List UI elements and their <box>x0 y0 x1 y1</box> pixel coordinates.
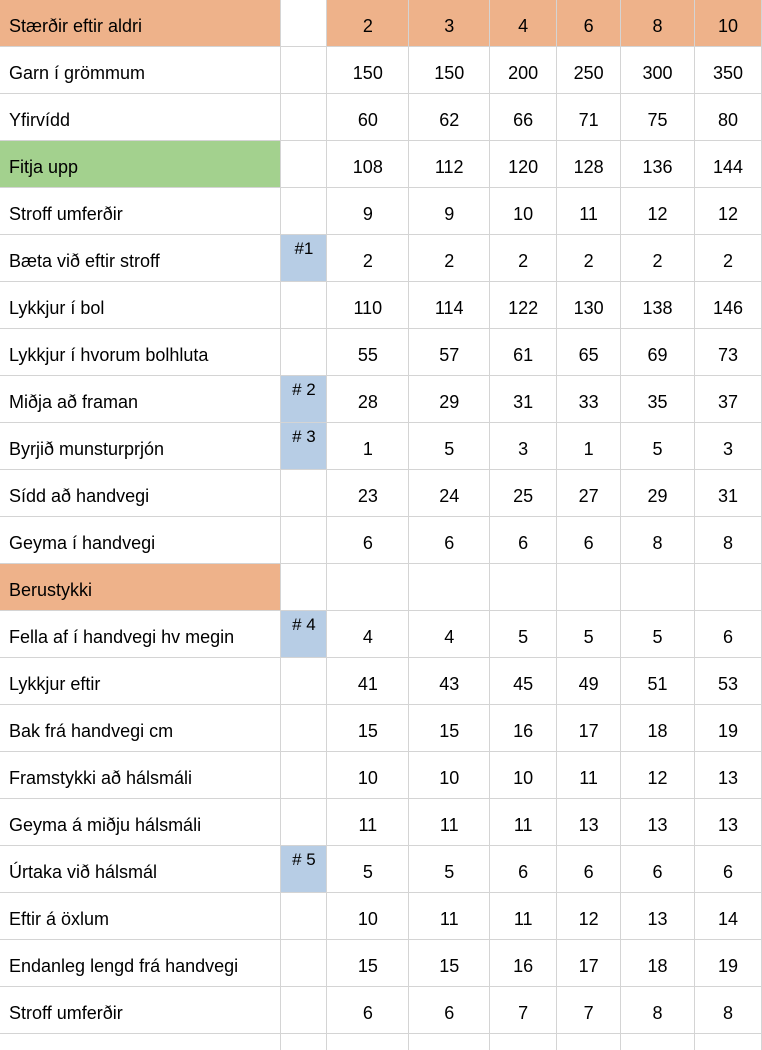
value-cell[interactable]: 13 <box>694 752 761 799</box>
value-cell[interactable]: 27 <box>557 470 621 517</box>
note-cell[interactable] <box>281 47 327 94</box>
table-row <box>0 658 762 705</box>
value-cell[interactable]: 120 <box>490 141 557 188</box>
value-cell[interactable]: 5 <box>490 611 557 658</box>
value-cell[interactable]: 18 <box>621 940 695 987</box>
value-cell[interactable]: 10 <box>327 893 409 940</box>
value-cell[interactable]: 5 <box>621 611 695 658</box>
value-cell[interactable]: 6 <box>694 611 761 658</box>
value-cell[interactable]: 6 <box>327 517 409 564</box>
table-row <box>0 141 762 188</box>
value-cell[interactable]: 300 <box>621 47 695 94</box>
value-cell[interactable]: 11 <box>409 893 490 940</box>
value-cell[interactable]: 15 <box>409 705 490 752</box>
value-cell[interactable]: 5 <box>557 611 621 658</box>
row-label[interactable]: Miðja að framan <box>0 376 281 423</box>
value-cell[interactable]: 130 <box>557 282 621 329</box>
value-cell[interactable]: 37 <box>694 376 761 423</box>
table-row <box>0 282 762 329</box>
value-cell[interactable]: 55 <box>327 329 409 376</box>
value-cell[interactable]: 19 <box>694 705 761 752</box>
size-header[interactable]: 10 <box>694 0 761 47</box>
size-header[interactable]: 2 <box>327 0 409 47</box>
value-cell[interactable]: 60 <box>327 94 409 141</box>
size-header[interactable]: 6 <box>557 0 621 47</box>
value-cell[interactable]: 75 <box>621 94 695 141</box>
value-cell[interactable]: 112 <box>409 141 490 188</box>
value-cell[interactable]: 10 <box>409 752 490 799</box>
value-cell[interactable]: 17 <box>557 705 621 752</box>
row-label[interactable]: Geyma í handvegi <box>0 517 281 564</box>
value-cell[interactable]: 25 <box>490 470 557 517</box>
value-cell[interactable]: 6 <box>409 517 490 564</box>
value-cell[interactable]: 65 <box>557 329 621 376</box>
value-cell[interactable]: 28 <box>327 376 409 423</box>
row-label[interactable]: Garn í grömmum <box>0 47 281 94</box>
empty-cell[interactable] <box>557 1034 621 1050</box>
value-cell[interactable]: 3 <box>694 423 761 470</box>
value-cell[interactable]: 33 <box>557 376 621 423</box>
note-cell[interactable] <box>281 987 327 1034</box>
value-cell[interactable]: 2 <box>621 235 695 282</box>
value-cell[interactable]: 2 <box>490 235 557 282</box>
row-label[interactable]: Lykkjur í bol <box>0 282 281 329</box>
value-cell[interactable]: 7 <box>557 987 621 1034</box>
value-cell[interactable]: 17 <box>557 940 621 987</box>
note-cell[interactable] <box>281 799 327 846</box>
value-cell[interactable]: 2 <box>327 235 409 282</box>
row-label[interactable]: Lykkjur í hvorum bolhluta <box>0 329 281 376</box>
value-cell[interactable]: 7 <box>490 987 557 1034</box>
value-cell[interactable]: 250 <box>557 47 621 94</box>
table-row <box>0 517 762 564</box>
value-cell[interactable]: 150 <box>409 47 490 94</box>
table-row <box>0 235 762 282</box>
row-label[interactable]: Berustykki <box>0 564 281 611</box>
table-row <box>0 423 762 470</box>
value-cell[interactable]: 14 <box>694 893 761 940</box>
value-cell[interactable]: 73 <box>694 329 761 376</box>
value-cell[interactable]: 24 <box>409 470 490 517</box>
note-cell[interactable] <box>281 329 327 376</box>
value-cell[interactable]: 12 <box>694 188 761 235</box>
value-cell[interactable]: 6 <box>694 846 761 893</box>
value-cell[interactable]: 41 <box>327 658 409 705</box>
value-cell[interactable]: 122 <box>490 282 557 329</box>
value-cell[interactable] <box>621 564 695 611</box>
value-cell[interactable]: 9 <box>327 188 409 235</box>
note-cell[interactable] <box>281 188 327 235</box>
value-cell[interactable]: 13 <box>621 799 695 846</box>
size-header[interactable]: 4 <box>490 0 557 47</box>
value-cell[interactable]: 6 <box>490 517 557 564</box>
table-row <box>0 893 762 940</box>
header-row <box>0 0 762 47</box>
value-cell[interactable]: 5 <box>327 846 409 893</box>
value-cell[interactable]: 11 <box>409 799 490 846</box>
note-badge[interactable]: # 4 <box>281 611 327 658</box>
value-cell[interactable]: 108 <box>327 141 409 188</box>
value-cell[interactable]: 35 <box>621 376 695 423</box>
table-row <box>0 705 762 752</box>
row-label[interactable]: Stroff umferðir <box>0 987 281 1034</box>
value-cell[interactable]: 9 <box>409 188 490 235</box>
row-label[interactable]: Lykkjur eftir <box>0 658 281 705</box>
value-cell[interactable]: 11 <box>490 799 557 846</box>
note-cell[interactable] <box>281 141 327 188</box>
table-row <box>0 564 762 611</box>
row-label[interactable]: Geyma á miðju hálsmáli <box>0 799 281 846</box>
value-cell[interactable]: 138 <box>621 282 695 329</box>
value-cell[interactable]: 45 <box>490 658 557 705</box>
row-label[interactable]: Sídd að handvegi <box>0 470 281 517</box>
value-cell[interactable]: 5 <box>409 423 490 470</box>
table-row <box>0 94 762 141</box>
row-label[interactable]: Fitja upp <box>0 141 281 188</box>
header-label[interactable]: Stærðir eftir aldri <box>0 0 281 47</box>
note-cell[interactable] <box>281 705 327 752</box>
note-badge[interactable]: # 5 <box>281 846 327 893</box>
value-cell[interactable]: 8 <box>621 517 695 564</box>
size-header[interactable]: 8 <box>621 0 695 47</box>
value-cell[interactable]: 350 <box>694 47 761 94</box>
row-label[interactable]: Bæta við eftir stroff <box>0 235 281 282</box>
value-cell[interactable]: 16 <box>490 705 557 752</box>
value-cell[interactable]: 2 <box>409 235 490 282</box>
value-cell[interactable]: 6 <box>409 987 490 1034</box>
empty-cell[interactable] <box>409 1034 490 1050</box>
value-cell[interactable]: 69 <box>621 329 695 376</box>
table-row <box>0 987 762 1034</box>
table-row <box>0 752 762 799</box>
value-cell[interactable]: 1 <box>327 423 409 470</box>
value-cell[interactable]: 6 <box>557 517 621 564</box>
value-cell[interactable]: 19 <box>694 940 761 987</box>
empty-cell[interactable] <box>0 1034 281 1050</box>
table-row <box>0 470 762 517</box>
value-cell[interactable]: 8 <box>694 517 761 564</box>
size-header[interactable]: 3 <box>409 0 490 47</box>
value-cell[interactable] <box>557 564 621 611</box>
value-cell[interactable]: 11 <box>327 799 409 846</box>
value-cell[interactable]: 6 <box>327 987 409 1034</box>
value-cell[interactable]: 4 <box>327 611 409 658</box>
value-cell[interactable]: 49 <box>557 658 621 705</box>
note-cell[interactable] <box>281 470 327 517</box>
note-cell[interactable] <box>281 282 327 329</box>
value-cell[interactable]: 31 <box>490 376 557 423</box>
value-cell[interactable] <box>694 564 761 611</box>
row-label[interactable]: Stroff umferðir <box>0 188 281 235</box>
empty-cell[interactable] <box>327 1034 409 1050</box>
value-cell[interactable]: 10 <box>490 752 557 799</box>
note-badge[interactable]: # 2 <box>281 376 327 423</box>
value-cell[interactable]: 2 <box>557 235 621 282</box>
value-cell[interactable]: 6 <box>557 846 621 893</box>
value-cell[interactable] <box>327 564 409 611</box>
table-row <box>0 329 762 376</box>
value-cell[interactable]: 2 <box>694 235 761 282</box>
value-cell[interactable]: 12 <box>621 752 695 799</box>
row-label[interactable]: Yfirvídd <box>0 94 281 141</box>
row-label[interactable]: Endanleg lengd frá handvegi <box>0 940 281 987</box>
row-label[interactable]: Bak frá handvegi cm <box>0 705 281 752</box>
empty-cell[interactable] <box>490 1034 557 1050</box>
value-cell[interactable]: 11 <box>557 752 621 799</box>
value-cell[interactable]: 71 <box>557 94 621 141</box>
value-cell[interactable]: 13 <box>557 799 621 846</box>
row-label[interactable]: Byrjið munsturprjón <box>0 423 281 470</box>
row-label[interactable]: Úrtaka við hálsmál <box>0 846 281 893</box>
value-cell[interactable]: 11 <box>490 893 557 940</box>
value-cell[interactable] <box>490 564 557 611</box>
table-row <box>0 188 762 235</box>
value-cell[interactable]: 6 <box>621 846 695 893</box>
row-label[interactable]: Fella af í handvegi hv megin <box>0 611 281 658</box>
value-cell[interactable]: 16 <box>490 940 557 987</box>
note-cell[interactable] <box>281 893 327 940</box>
value-cell[interactable]: 29 <box>621 470 695 517</box>
value-cell[interactable]: 10 <box>327 752 409 799</box>
value-cell[interactable]: 144 <box>694 141 761 188</box>
note-cell[interactable] <box>281 752 327 799</box>
value-cell[interactable]: 15 <box>409 940 490 987</box>
value-cell[interactable]: 10 <box>490 188 557 235</box>
value-cell[interactable]: 13 <box>694 799 761 846</box>
empty-cell[interactable] <box>621 1034 695 1050</box>
value-cell[interactable]: 3 <box>490 423 557 470</box>
value-cell[interactable]: 4 <box>409 611 490 658</box>
value-cell[interactable]: 8 <box>621 987 695 1034</box>
table-row <box>0 799 762 846</box>
value-cell[interactable]: 15 <box>327 705 409 752</box>
value-cell[interactable]: 13 <box>621 893 695 940</box>
empty-row <box>0 1034 762 1050</box>
value-cell[interactable]: 53 <box>694 658 761 705</box>
value-cell[interactable]: 12 <box>557 893 621 940</box>
value-cell[interactable]: 23 <box>327 470 409 517</box>
value-cell[interactable] <box>409 564 490 611</box>
value-cell[interactable]: 51 <box>621 658 695 705</box>
table-row <box>0 611 762 658</box>
value-cell[interactable]: 136 <box>621 141 695 188</box>
note-badge[interactable]: # 3 <box>281 423 327 470</box>
value-cell[interactable]: 31 <box>694 470 761 517</box>
value-cell[interactable]: 128 <box>557 141 621 188</box>
value-cell[interactable]: 80 <box>694 94 761 141</box>
value-cell[interactable]: 1 <box>557 423 621 470</box>
row-label[interactable]: Eftir á öxlum <box>0 893 281 940</box>
table-row <box>0 47 762 94</box>
value-cell[interactable]: 150 <box>327 47 409 94</box>
empty-cell[interactable] <box>281 1034 327 1050</box>
value-cell[interactable]: 18 <box>621 705 695 752</box>
value-cell[interactable]: 8 <box>694 987 761 1034</box>
value-cell[interactable]: 15 <box>327 940 409 987</box>
table-row <box>0 846 762 893</box>
value-cell[interactable]: 12 <box>621 188 695 235</box>
row-label[interactable]: Framstykki að hálsmáli <box>0 752 281 799</box>
value-cell[interactable]: 11 <box>557 188 621 235</box>
value-cell[interactable]: 43 <box>409 658 490 705</box>
note-badge[interactable]: #1 <box>281 235 327 282</box>
value-cell[interactable]: 110 <box>327 282 409 329</box>
value-cell[interactable]: 146 <box>694 282 761 329</box>
value-cell[interactable]: 114 <box>409 282 490 329</box>
value-cell[interactable]: 66 <box>490 94 557 141</box>
value-cell[interactable]: 62 <box>409 94 490 141</box>
value-cell[interactable]: 57 <box>409 329 490 376</box>
note-cell[interactable] <box>281 517 327 564</box>
value-cell[interactable]: 29 <box>409 376 490 423</box>
value-cell[interactable]: 5 <box>621 423 695 470</box>
note-cell[interactable] <box>281 564 327 611</box>
header-note-cell[interactable] <box>281 0 327 47</box>
empty-cell[interactable] <box>694 1034 761 1050</box>
value-cell[interactable]: 6 <box>490 846 557 893</box>
note-cell[interactable] <box>281 658 327 705</box>
table-row <box>0 376 762 423</box>
value-cell[interactable]: 200 <box>490 47 557 94</box>
table-row <box>0 940 762 987</box>
note-cell[interactable] <box>281 94 327 141</box>
value-cell[interactable]: 61 <box>490 329 557 376</box>
note-cell[interactable] <box>281 940 327 987</box>
value-cell[interactable]: 5 <box>409 846 490 893</box>
